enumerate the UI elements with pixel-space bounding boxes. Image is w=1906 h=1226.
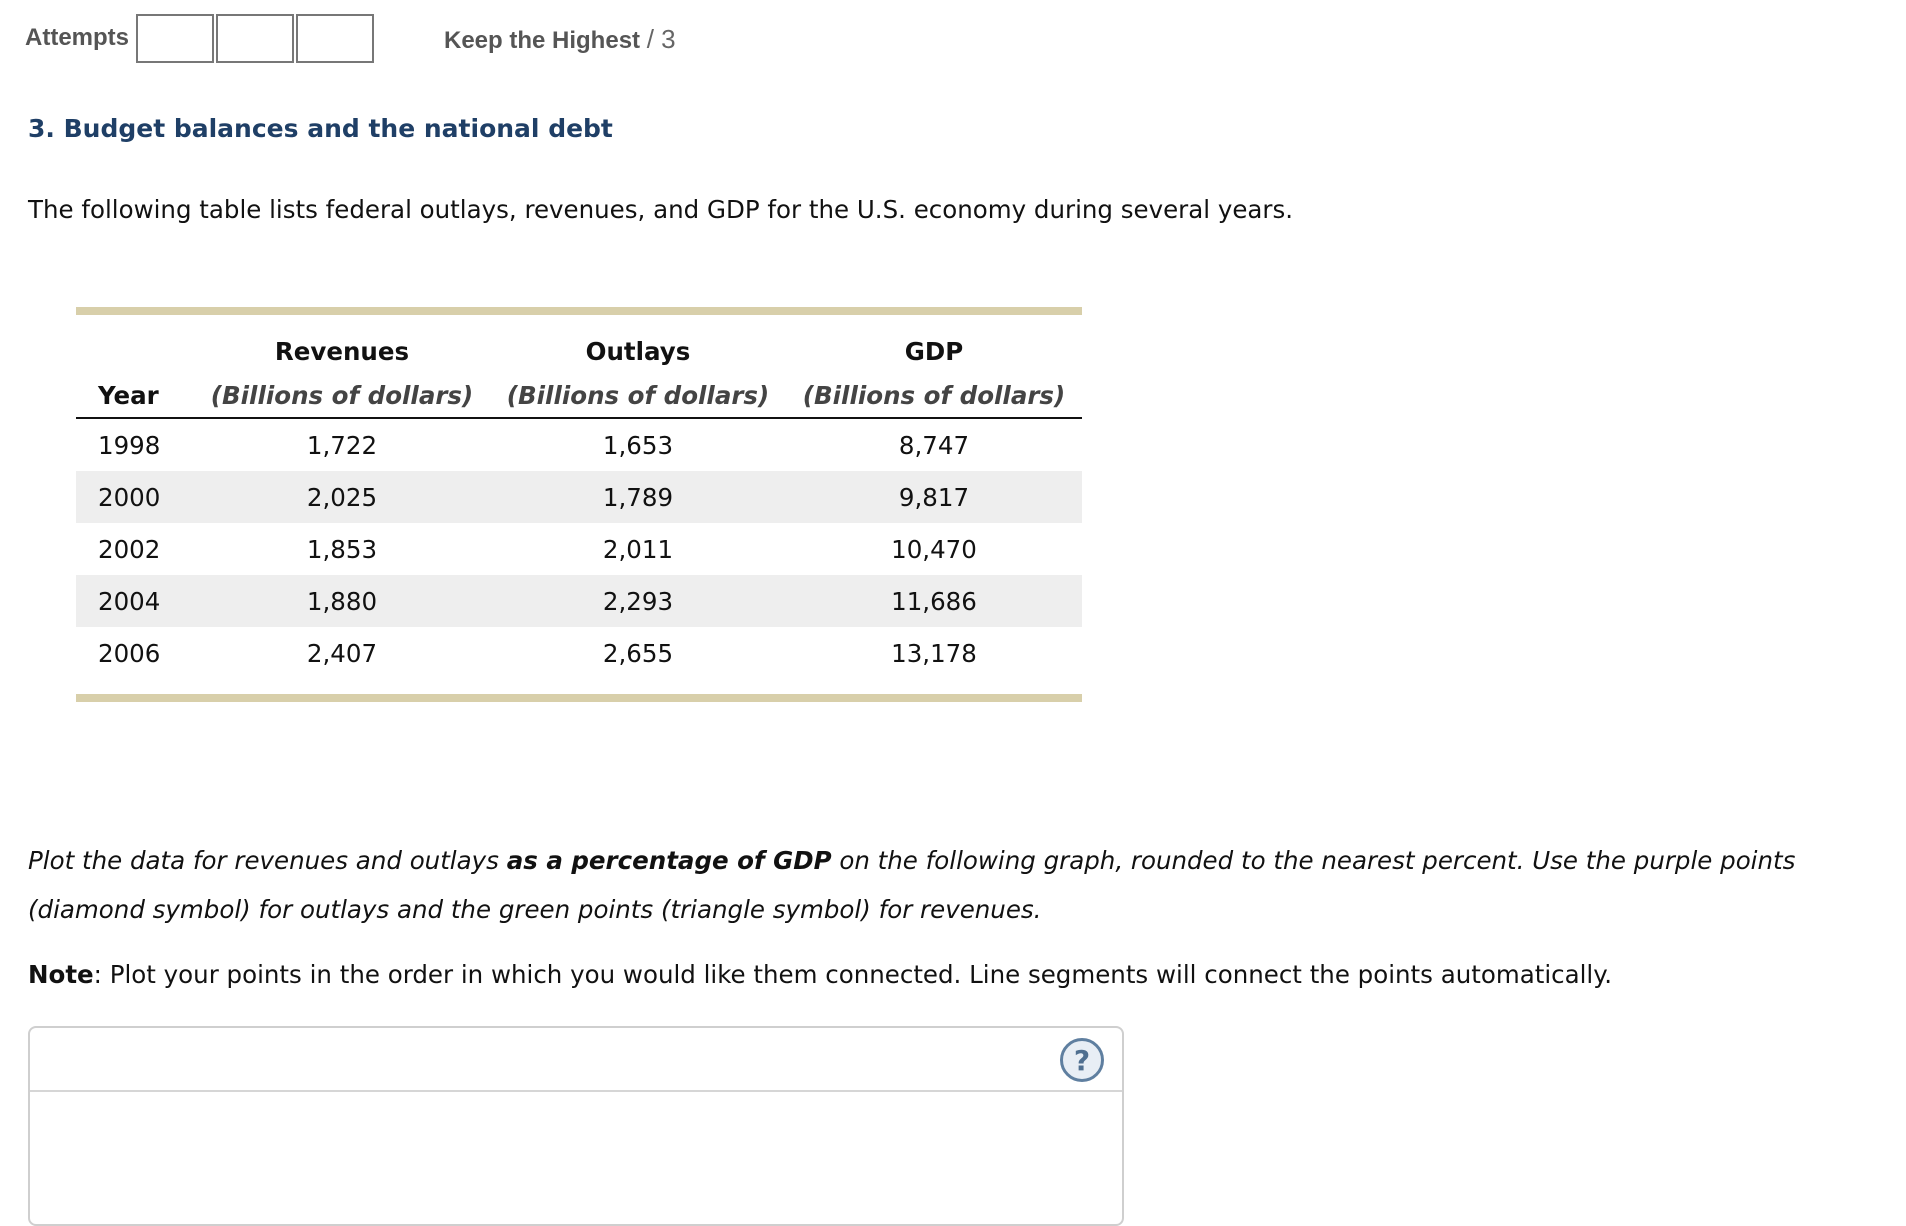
attempt-box (296, 14, 374, 63)
cell-outlays: 1,789 (490, 471, 786, 523)
cell-revenues: 1,853 (306, 534, 378, 564)
table-row (76, 627, 1082, 679)
header-revenues: Revenues (274, 336, 410, 366)
question-title: 3. Budget balances and the national debt (28, 114, 613, 143)
cell-outlays: 2,011 (602, 534, 674, 564)
keep-highest (444, 24, 676, 55)
plot-instructions (28, 836, 1878, 934)
instructions-emphasis: as a percentage of GDP (506, 846, 832, 875)
table-row (76, 523, 1082, 575)
cell-year: 2002 (98, 534, 161, 564)
keep-highest-label: Keep the Highest (444, 27, 641, 54)
cell-outlays: 2,293 (490, 575, 786, 627)
cell-revenues: 1,880 (194, 575, 490, 627)
cell-gdp: 10,470 (891, 534, 977, 564)
table-row (76, 471, 1082, 523)
header-gdp-units: (Billions of dollars) (786, 373, 1082, 418)
cell-outlays: 1,653 (602, 430, 674, 460)
cell-revenues: 1,722 (306, 430, 378, 460)
question-intro: The following table lists federal outlays, revenues, and GDP for the U.S. economy during several years. (28, 195, 1294, 224)
table-top-rule (76, 307, 1082, 315)
graph-panel[interactable] (28, 1026, 1124, 1226)
attempt-box (216, 14, 294, 63)
cell-year: 1998 (98, 430, 161, 460)
note-label: Note (28, 960, 94, 989)
cell-year: 2006 (98, 638, 161, 668)
cell-gdp: 11,686 (786, 575, 1082, 627)
header-gdp: GDP (904, 336, 964, 366)
table-bottom-rule (76, 694, 1082, 702)
cell-revenues: 2,025 (194, 471, 490, 523)
attempt-boxes (136, 14, 376, 63)
header-year: Year (76, 373, 194, 418)
cell-year: 2004 (76, 575, 194, 627)
keep-highest-max: / 3 (646, 24, 676, 54)
data-table-wrap (76, 307, 1082, 702)
cell-gdp: 9,817 (786, 471, 1082, 523)
cell-gdp: 13,178 (891, 638, 977, 668)
table-row (76, 575, 1082, 627)
graph-toolbar (30, 1028, 1122, 1092)
instructions-part3: on the following graph, rounded to the nearest percent. Use the purple points (diamond symbol) for outlays and the green points (triangle symbol) for revenues. (28, 846, 1796, 924)
note-text: : Plot your points in the order in which you would like them connected. Line segments will connect the points automatically. (93, 960, 1613, 989)
header-revenues-units: (Billions of dollars) (194, 373, 490, 418)
note (28, 960, 1612, 989)
cell-gdp: 8,747 (898, 430, 970, 460)
table-row (76, 418, 1082, 471)
cell-outlays: 2,655 (602, 638, 674, 668)
header-blank (76, 315, 194, 373)
header-outlays-units: (Billions of dollars) (490, 373, 786, 418)
instructions-part1: Plot the data for revenues and outlays (28, 846, 507, 875)
header-outlays: Outlays (585, 336, 691, 366)
help-icon[interactable]: ? (1060, 1038, 1104, 1082)
attempt-box (136, 14, 214, 63)
cell-revenues: 2,407 (306, 638, 378, 668)
cell-year: 2000 (76, 471, 194, 523)
attempts-label: Attempts (25, 24, 130, 51)
budget-table (76, 315, 1082, 679)
